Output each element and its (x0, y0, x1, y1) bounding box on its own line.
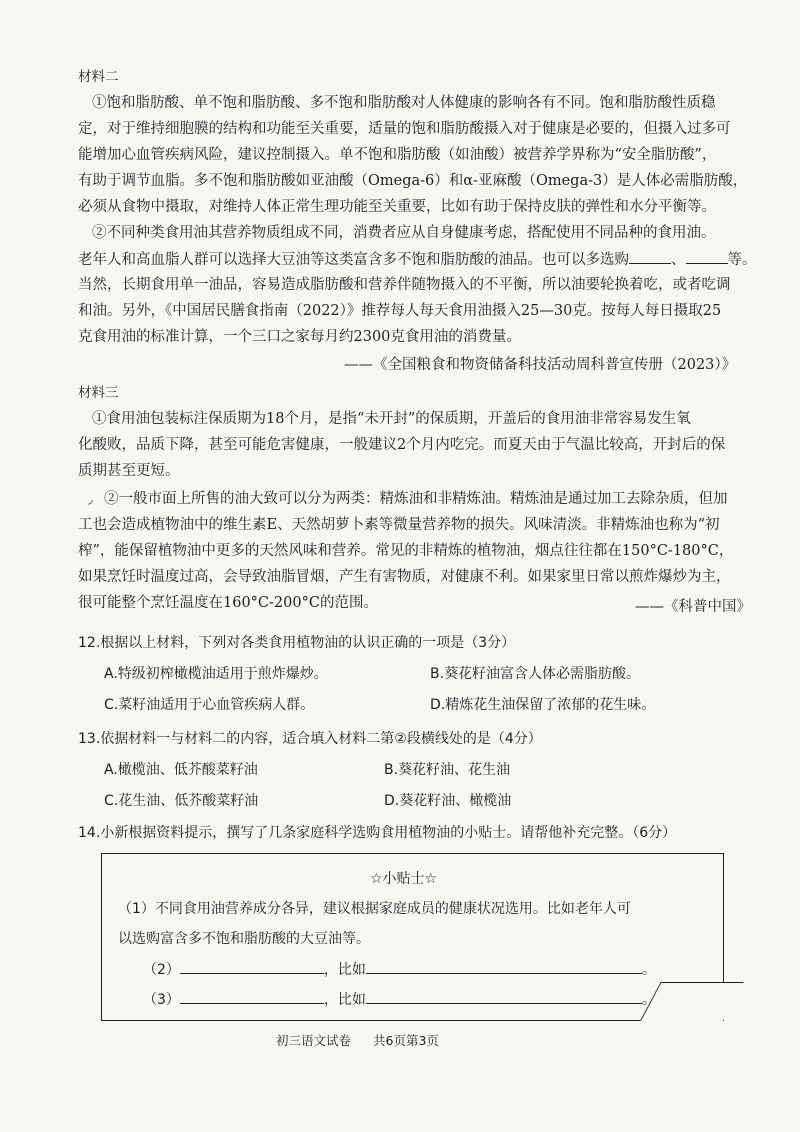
tips-item-end: 。 (641, 992, 656, 1008)
material3-source: ——《科普中国》 (635, 599, 751, 615)
footer (276, 1030, 439, 1052)
answer-blank[interactable] (629, 248, 671, 264)
material3-line: 如果烹饪时温度过高，会导致油脂冒烟，产生有害物质，对健康不利。如果家里日常以煎炸爆炒为主， (78, 569, 731, 585)
material2-heading: 材料二 (78, 69, 119, 85)
question-12-option-c[interactable]: C.菜籽油适用于心血管疾病人群。 (104, 697, 315, 713)
question-12-option-d[interactable]: D.精炼花生油保留了浓郁的花生味。 (430, 697, 656, 713)
material3-line: 榨”，能保留植物油中更多的天然风味和营养。常见的非精炼的植物油，烟点往往都在150°C-180°C， (78, 543, 734, 559)
tips-item-3 (143, 988, 656, 1011)
material2-line-with-blanks (78, 248, 757, 271)
answer-blank[interactable] (180, 958, 324, 974)
question-13-stem: 13.依据材料一与材料二的内容，适合填入材料二第②段横线处的是（4分） (78, 731, 542, 747)
material2-line: 能增加心血管疾病风险，建议控制摄入。单不饱和脂肪酸（如油酸）被营养学界称为“安全脂肪酸”， (78, 147, 717, 163)
tips-item-2 (143, 958, 656, 981)
material2-line: 必须从食物中摄取，对维持人体正常生理功能至关重要，比如有助于保持皮肤的弹性和水分平衡等。 (78, 199, 716, 215)
material3-line: 化酸败，品质下降，甚至可能危害健康，一般建议2个月内吃完。而夏天由于气温比较高，开封后的保 (78, 437, 726, 453)
question-14-stem: 14.小新根据资料提示，撰写了几条家庭科学选购食用植物油的小贴士。请帮他补充完整。（6分） (78, 825, 677, 841)
material3-line: 很可能整个烹饪温度在160°C-200°C的范围。 (78, 595, 378, 611)
question-13-option-a[interactable]: A.橄榄油、低芥酸菜籽油 (104, 762, 258, 778)
material3-line: 工也会造成植物油中的维生素E、天然胡萝卜素等微量营养物的损失。风味清淡。非精炼油也称为“初 (78, 517, 720, 533)
biru-label: ，比如 (323, 992, 366, 1008)
material3-line: ①食用油包装标注保质期为18个月，是指“未开封”的保质期，开盖后的食用油非常容易发生氧 (92, 411, 691, 427)
material2-line-text: 老年人和高血脂人群可以选择大豆油等这类富含多不饱和脂肪酸的油品。也可以多选购 (78, 252, 629, 268)
biru-label: ，比如 (323, 962, 366, 978)
material2-line-end: 等。 (727, 252, 757, 268)
blank-separator: 、 (671, 252, 686, 268)
tips-item-1-line: 以选购富含多不饱和脂肪酸的大豆油等。 (118, 931, 370, 947)
tips-title: ☆小贴士☆ (370, 871, 438, 887)
material3-line: ②一般市面上所售的油大致可以分为两类：精炼油和非精炼油。精炼油是通过加工去除杂质，但加 (104, 491, 728, 507)
question-13-option-b[interactable]: B.葵花籽油、花生油 (384, 762, 511, 778)
material2-line: 和油。另外，《中国居民膳食指南（2022）》推荐每人每天食用油摄入25—30克。按每人每日摄取25 (78, 303, 722, 319)
answer-blank[interactable] (366, 988, 642, 1004)
tips-item-end: 。 (641, 962, 656, 978)
footer-subject: 初三语文试卷 (276, 1033, 352, 1048)
material2-line: 定，对于维持细胞膜的结构和功能至关重要，适量的饱和脂肪酸摄入对于健康是必要的，但摄入过多可 (78, 121, 731, 137)
material2-source: ——《全国粮食和物资储备科技活动周科普宣传册（2023）》 (344, 357, 737, 373)
material3-line: 质期甚至更短。 (78, 463, 180, 479)
material2-line: ①饱和脂肪酸、单不饱和脂肪酸、多不饱和脂肪酸对人体健康的影响各有不同。饱和脂肪酸性质稳 (92, 95, 716, 111)
material3-heading: 材料三 (78, 385, 119, 401)
material2-line: 有助于调节血脂。多不饱和脂肪酸如亚油酸（Omega-6）和α-亚麻酸（Omega-3）是人体必需脂肪酸， (78, 173, 748, 189)
answer-blank[interactable] (686, 248, 728, 264)
question-12-option-b[interactable]: B.葵花籽油富含人体必需脂肪酸。 (430, 666, 641, 682)
stray-mark: ◞ (88, 492, 93, 506)
tips-item-1-line: （1）不同食用油营养成分各异，建议根据家庭成员的健康状况选用。比如老年人可 (118, 901, 631, 917)
question-12-option-a[interactable]: A.特级初榨橄榄油适用于煎炸爆炒。 (104, 666, 328, 682)
material2-line: 克食用油的标准计算，一个三口之家每月约2300克食用油的消费量。 (78, 329, 521, 345)
footer-page-count: 共6页第3页 (373, 1033, 439, 1048)
answer-blank[interactable] (180, 988, 324, 1004)
material2-line: ②不同种类食用油其营养物质组成不同，消费者应从自身健康考虑，搭配使用不同品种的食用油。 (92, 225, 716, 241)
tips-item-3-number: （3） (143, 992, 180, 1008)
question-13-option-d[interactable]: D.葵花籽油、橄榄油 (384, 793, 512, 809)
material2-line: 当然，长期食用单一油品，容易造成脂肪酸和营养伴随物摄入的不平衡，所以油要轮换着吃，或者吃调 (78, 277, 731, 293)
question-13-option-c[interactable]: C.花生油、低芥酸菜籽油 (104, 793, 259, 809)
question-12-stem: 12.根据以上材料，下列对各类食用植物油的认识正确的一项是（3分） (78, 635, 516, 651)
tips-item-2-number: （2） (143, 962, 180, 978)
answer-blank[interactable] (366, 958, 642, 974)
